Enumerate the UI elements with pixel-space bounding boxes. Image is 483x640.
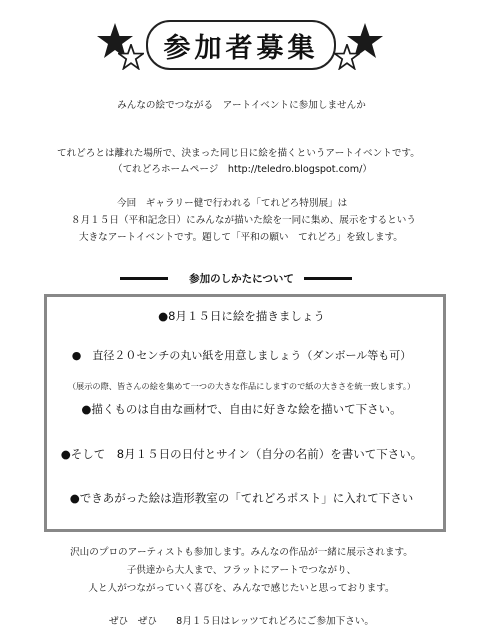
section-title: 参加のしかたについて	[189, 273, 294, 285]
closing-text: ぜひ ぜひ 8月１５日はレッツてれどろにご参加下さい。	[108, 616, 375, 627]
star-icon	[334, 44, 360, 70]
page-title: 参加者募集	[146, 20, 336, 70]
homepage-link[interactable]: （てれどろホームページ http://teledro.blogspot.com/）	[113, 164, 372, 175]
heading-rule	[304, 277, 352, 280]
event-text: 大きなアートイベントです。題して「平和の願い てれどろ」を致します。	[79, 232, 403, 243]
step-item: ●そして 8月１５日の日付とサイン（自分の名前）を書いて下さい。	[60, 447, 423, 461]
step-item: ● 直径２０センチの丸い紙を用意しましょう（ダンボール等も可）	[71, 349, 412, 362]
title-row	[0, 14, 483, 76]
closing-text: 子供達から大人まで、フラットにアートでつながり、	[126, 565, 357, 576]
section-heading	[0, 268, 483, 288]
star-icon	[118, 44, 144, 70]
closing-text: 人と人がつながっていく喜びを、みんなで感じたいと思っております。	[88, 583, 395, 594]
event-text: ８月１５日（平和記念日）にみんなが描いた絵を一同に集め、展示をするという	[71, 215, 416, 226]
step-note: （展示の際、皆さんの絵を集めて一つの大きな作品にしますので紙の大きさを統一致します。）	[67, 381, 416, 391]
event-text: 今回 ギャラリー健で行われる「てれどろ特別展」は	[117, 198, 348, 209]
subtitle: みんなの絵でつながる アートイベントに参加しませんか	[117, 100, 366, 111]
step-item: ●描くものは自由な画材で、自由に好きな絵を描いて下さい。	[81, 402, 402, 416]
closing-text: 沢山のプロのアーティストも参加します。みんなの作品が一緒に展示されます。	[70, 547, 413, 558]
step-item: ●できあがった絵は造形教室の「てれどろポスト」に入れて下さい	[69, 491, 414, 505]
step-item: ●8月１５日に絵を描きましょう	[158, 309, 325, 323]
intro-text: てれどろとは離れた場所で、決まった同じ日に絵を描くというアートイベントです。	[57, 148, 420, 159]
